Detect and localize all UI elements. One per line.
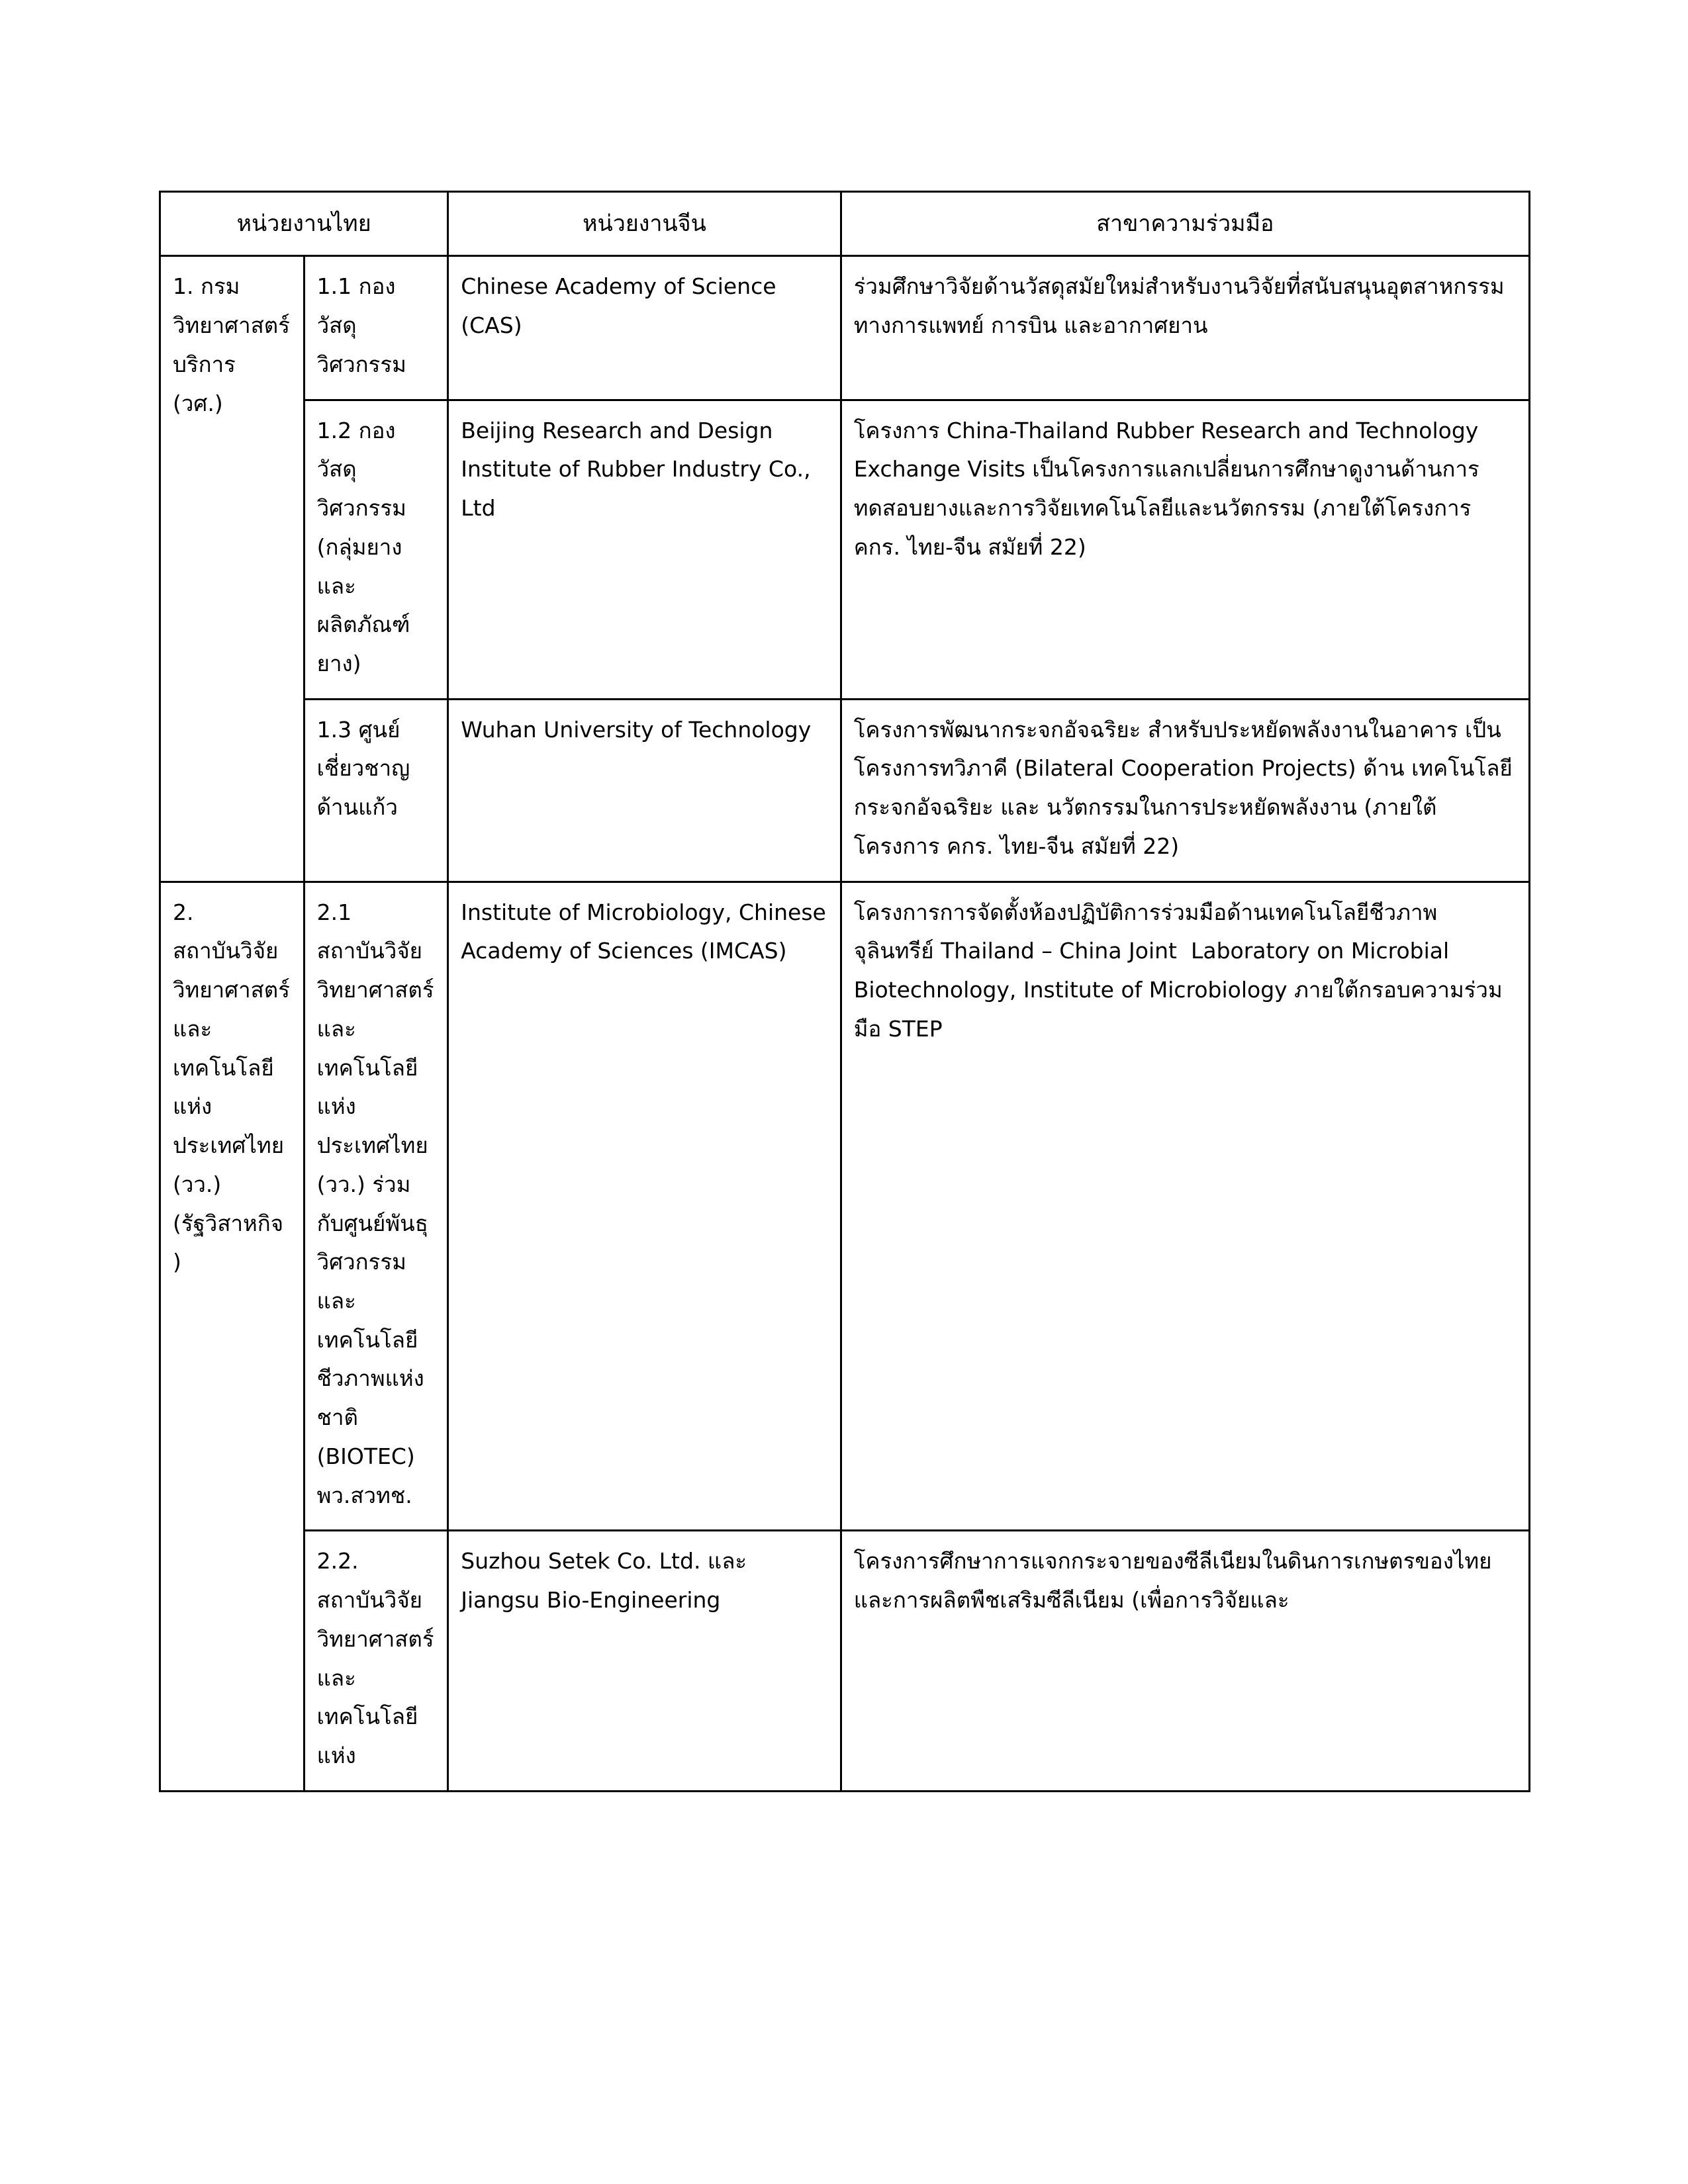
cooperation-table <box>159 191 1530 1792</box>
thai-agency-text: 2. สถาบันวิจัยวิทยาศาสตร์และเทคโนโลยีแห่ง ประเทศไทย (วว.) (รัฐวิสาหกิจ) <box>173 899 291 1275</box>
cooperation-area-text: โครงการ China-Thailand Rubber Research and Technology Exchange Visits เป็นโครงการแลกเปลี่ยนการศึกษาดูงานด้านการทดสอบยางและการวิจัยเทคโนโลยีและนวัตกรรม (ภายใต้โครงการ คกร. ไทย-จีน สมัยที่ 22) <box>853 417 1485 560</box>
thai-sub-agency-text: 1.2 กองวัสดุวิศวกรรม (กลุ่มยางและผลิตภัณฑ์ยาง) <box>316 417 414 676</box>
cooperation-area-text: โครงการพัฒนากระจกอัจฉริยะ สำหรับประหยัดพลังงานในอาคาร เป็นโครงการทวิภาคี (Bilateral Cooperation Projects) ด้าน เทคโนโลยีกระจกอัจฉริยะ และ นวัตกรรมในการประหยัดพลังงาน (ภายใต้โครงการ คกร. ไทย-จีน สมัยที่ 22) <box>853 716 1513 859</box>
header-thai-agency <box>160 192 448 256</box>
thai-sub-agency-text: 1.1 กองวัสดุ วิศวกรรม <box>316 273 406 377</box>
header-cooperation-area <box>841 192 1529 256</box>
table-header <box>160 192 1530 256</box>
header-chinese-agency-label: หน่วยงานจีน <box>583 210 706 237</box>
cell-cooperation-area <box>841 882 1529 1531</box>
thai-sub-agency-text: 1.3 ศูนย์เชี่ยวชาญด้านแก้ว <box>316 716 410 821</box>
thai-sub-agency-text: 2.1 สถาบันวิจัยวิทยาศาสตร์ และเทคโนโลยีแห่งประเทศไทย (วว.) ร่วมกับศูนย์พันธุวิศวกรรมและเทคโนโลยีชีวภาพแห่งชาติ (BIOTEC) พว.สวทช. <box>316 899 442 1508</box>
cell-chinese-agency <box>448 882 841 1531</box>
chinese-agency-text: Suzhou Setek Co. Ltd. และ Jiangsu Bio-Engineering <box>461 1548 754 1614</box>
cell-chinese-agency <box>448 400 841 699</box>
header-chinese-agency <box>448 192 841 256</box>
cell-thai-agency <box>160 882 305 1791</box>
table-body <box>160 256 1530 1791</box>
header-cooperation-area-label: สาขาความร่วมมือ <box>1096 210 1274 237</box>
chinese-agency-text: Institute of Microbiology, Chinese Academy of Sciences (IMCAS) <box>461 899 833 964</box>
chinese-agency-text: Chinese Academy of Science (CAS) <box>461 273 784 339</box>
table-row <box>160 1531 1530 1791</box>
cell-thai-sub-agency <box>304 1531 448 1791</box>
cell-thai-agency <box>160 256 305 882</box>
cooperation-table-container <box>159 191 1530 1792</box>
cooperation-area-text: ร่วมศึกษาวิจัยด้านวัสดุสมัยใหม่สำหรับงานวิจัยที่สนับสนุนอุตสาหกรรมทางการแพทย์ การบิน และอากาศยาน <box>853 273 1505 339</box>
table-row <box>160 400 1530 699</box>
cell-thai-sub-agency <box>304 400 448 699</box>
table-row <box>160 256 1530 400</box>
table-row <box>160 699 1530 882</box>
cooperation-area-text: โครงการศึกษาการแจกกระจายของซีลีเนียมในดินการเกษตรของไทย และการผลิตพืชเสริมซีลีเนียม (เพื่อการวิจัยและ <box>853 1548 1499 1614</box>
cooperation-area-text: โครงการการจัดตั้งห้องปฏิบัติการร่วมมือด้านเทคโนโลยีชีวภาพจุลินทรีย์ Thailand – China Joint Laboratory on Microbial Biotechnology, Institute of Microbiology ภายใต้กรอบความร่วมมือ STEP <box>853 899 1503 1042</box>
cell-chinese-agency <box>448 699 841 882</box>
thai-sub-agency-text: 2.2. สถาบันวิจัยวิทยาศาสตร์และเทคโนโลยีแห่ง <box>316 1548 434 1769</box>
table-row <box>160 882 1530 1531</box>
chinese-agency-text: Wuhan University of Technology <box>461 716 812 743</box>
cell-cooperation-area <box>841 400 1529 699</box>
table-header-row <box>160 192 1530 256</box>
cell-thai-sub-agency <box>304 882 448 1531</box>
header-thai-agency-label: หน่วยงานไทย <box>236 210 371 237</box>
cell-chinese-agency <box>448 1531 841 1791</box>
cell-thai-sub-agency <box>304 699 448 882</box>
cell-cooperation-area <box>841 1531 1529 1791</box>
cell-chinese-agency <box>448 256 841 400</box>
cell-cooperation-area <box>841 256 1529 400</box>
thai-agency-text: 1. กรม วิทยาศาสตร์ บริการ (วศ.) <box>173 273 297 416</box>
cell-cooperation-area <box>841 699 1529 882</box>
chinese-agency-text: Beijing Research and Design Institute of Rubber Industry Co., Ltd <box>461 417 818 522</box>
cell-thai-sub-agency <box>304 256 448 400</box>
